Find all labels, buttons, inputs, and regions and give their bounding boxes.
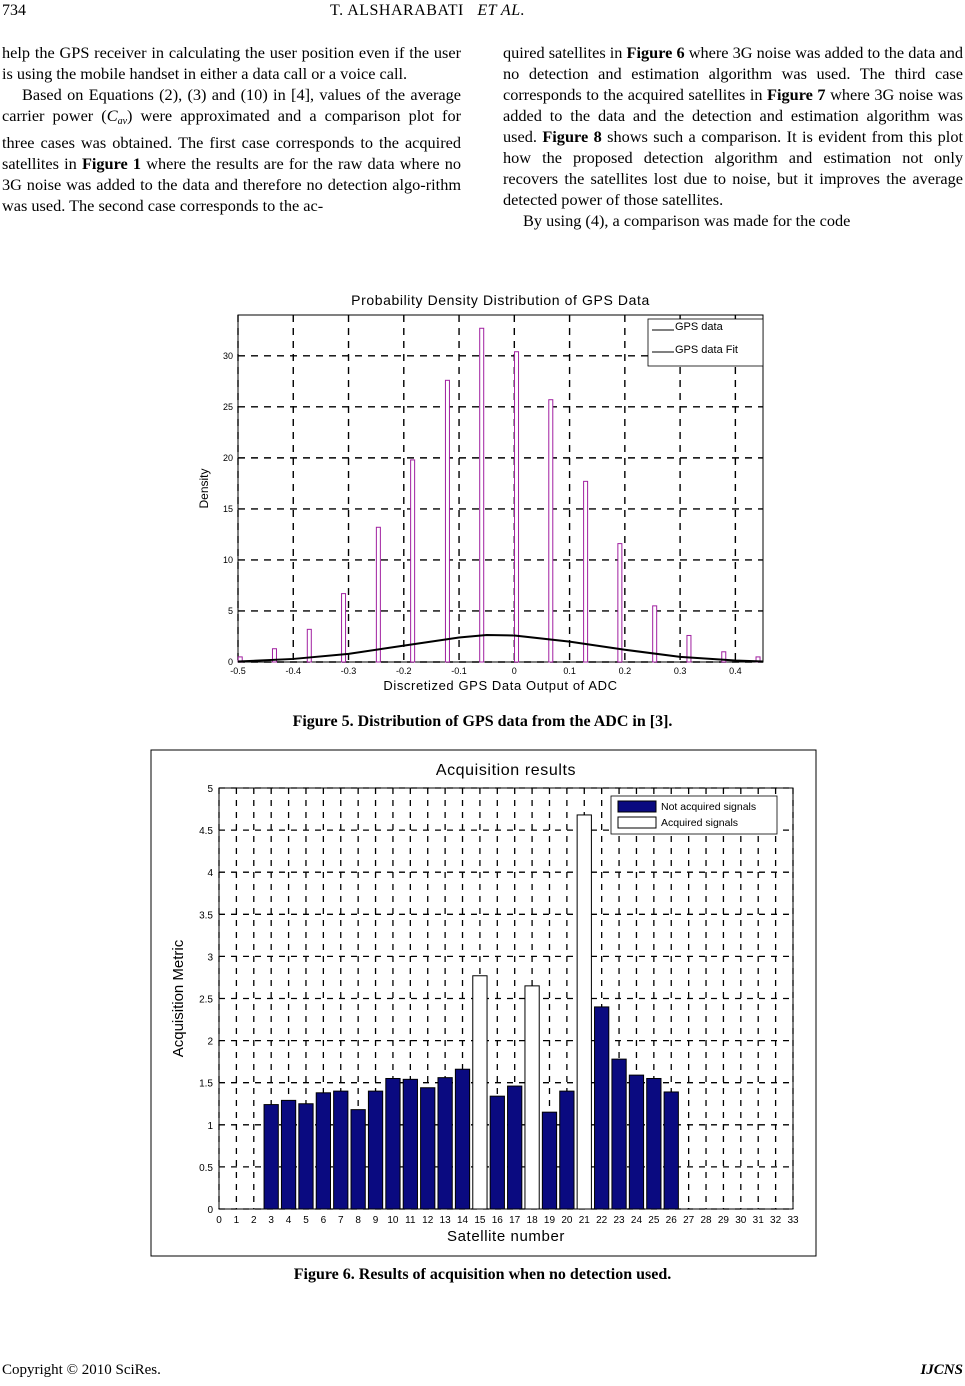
legend-label-fit: GPS data Fit xyxy=(675,344,738,356)
not-acquired-bar xyxy=(629,1075,643,1209)
x-tick-label: 28 xyxy=(700,1215,712,1226)
x-tick-label: 12 xyxy=(422,1215,434,1226)
x-tick-label: 32 xyxy=(770,1215,782,1226)
x-tick-label: 30 xyxy=(735,1215,747,1226)
not-acquired-bar xyxy=(438,1078,452,1209)
not-acquired-bar xyxy=(316,1093,330,1209)
y-tick-label: 0 xyxy=(227,657,233,667)
right-paragraph-1: quired satellites in Figure 6 where 3G noise was added to the data and no detection and estimation algorithm was used. The third case corresponds to the acquired satellites in Figure 7 where 3G noise was added to the data and the detection and estimation algorithm was used. Figure 8 shows such a comparison. It is evident from this plot how the proposed detection algorithm and estimation not only recovers the satellites lost due to noise, but it improves the average detected power of those satellites. xyxy=(503,43,963,209)
x-tick-label: -0.2 xyxy=(396,666,412,676)
figure-5-chart xyxy=(0,285,965,695)
x-tick-label: -0.5 xyxy=(230,666,246,676)
x-tick-label: 19 xyxy=(543,1215,556,1226)
y-tick-label: 2 xyxy=(207,1036,213,1048)
x-tick-label: 4 xyxy=(285,1215,292,1226)
y-tick-label: 4.5 xyxy=(199,826,213,838)
x-tick-label: 26 xyxy=(665,1215,677,1226)
not-acquired-bar xyxy=(299,1104,313,1209)
not-acquired-bar xyxy=(264,1105,278,1209)
not-acquired-bar xyxy=(334,1091,348,1209)
x-tick-label: 0 xyxy=(216,1215,222,1226)
not-acquired-bar xyxy=(612,1059,626,1209)
x-tick-label: 31 xyxy=(752,1215,764,1226)
x-tick-label: 23 xyxy=(613,1215,625,1226)
right-paragraph-2: By using (4), a comparison was made for the code xyxy=(523,211,851,230)
x-tick-label: 20 xyxy=(561,1215,573,1226)
x-tick-label: 7 xyxy=(337,1215,344,1226)
x-tick-label: 22 xyxy=(596,1215,608,1226)
y-tick-label: 0.5 xyxy=(199,1162,213,1174)
y-axis-label: Acquisition Metric xyxy=(170,939,187,1058)
x-tick-label: 27 xyxy=(683,1215,695,1226)
x-tick-label: 29 xyxy=(717,1215,729,1226)
figure-5-caption: Figure 5. Distribution of GPS data from the ADC in [3]. xyxy=(292,713,673,730)
right-column xyxy=(503,42,963,231)
footer-journal: IJCNS xyxy=(920,1362,963,1378)
x-tick-label: 3 xyxy=(268,1215,274,1226)
y-tick-label: 10 xyxy=(222,554,233,565)
x-tick-label: 0 xyxy=(511,666,517,676)
figure-6-ref: Figure 6 xyxy=(626,43,685,62)
x-tick-label: 18 xyxy=(526,1215,538,1226)
density-bar xyxy=(376,527,380,662)
not-acquired-bar xyxy=(386,1078,400,1209)
y-tick-label: 4 xyxy=(207,868,213,880)
y-tick-label: 3.5 xyxy=(199,910,213,922)
x-tick-label: 24 xyxy=(630,1215,643,1226)
not-acquired-bar xyxy=(455,1069,469,1209)
x-tick-label: 0.2 xyxy=(618,666,632,676)
acquired-bar xyxy=(473,976,487,1209)
y-tick-label: 20 xyxy=(222,452,233,463)
x-tick-label: 0.1 xyxy=(563,666,576,676)
x-tick-label: 25 xyxy=(648,1215,660,1226)
density-bar xyxy=(480,328,484,662)
x-tick-label: 5 xyxy=(303,1215,309,1226)
x-tick-label: 2 xyxy=(251,1215,257,1226)
chart-title: Probability Density Distribution of GPS Data xyxy=(351,292,650,308)
not-acquired-bar xyxy=(508,1086,522,1209)
not-acquired-bar xyxy=(368,1091,382,1209)
x-tick-label: -0.3 xyxy=(340,666,357,676)
not-acquired-bar xyxy=(664,1092,678,1209)
y-tick-label: 1.5 xyxy=(199,1078,213,1090)
x-tick-label: 1 xyxy=(233,1215,240,1226)
footer-copyright: Copyright © 2010 SciRes. xyxy=(2,1362,161,1378)
x-tick-label: 16 xyxy=(491,1215,503,1226)
legend-swatch-not-acquired xyxy=(618,801,656,812)
not-acquired-bar xyxy=(351,1110,365,1209)
figure-1-ref: Figure 1 xyxy=(81,154,142,173)
density-bar xyxy=(342,594,346,662)
header-authors: T. ALSHARABATI xyxy=(330,2,464,19)
density-bar xyxy=(515,352,519,662)
y-tick-label: 15 xyxy=(222,503,233,514)
plot-frame xyxy=(238,315,763,662)
x-tick-label: -0.4 xyxy=(285,666,302,676)
legend-label-data: GPS data xyxy=(675,321,723,333)
running-header xyxy=(330,2,525,20)
chart-title: Acquisition results xyxy=(435,762,577,779)
not-acquired-bar xyxy=(281,1100,295,1209)
legend-label-not-acquired: Not acquired signals xyxy=(661,801,757,813)
y-tick-label: 1 xyxy=(207,1120,213,1132)
y-tick-label: 2.5 xyxy=(199,994,213,1006)
left-paragraph-1: help the GPS receiver in calculating the user position even if the user is using the mobile handset in either a data call or a voice call. xyxy=(2,43,461,83)
figure-8-ref: Figure 8 xyxy=(542,127,602,146)
density-bar xyxy=(618,544,622,662)
x-tick-label: 0.3 xyxy=(673,666,687,676)
not-acquired-bar xyxy=(647,1078,661,1209)
x-tick-label: 8 xyxy=(355,1215,361,1226)
figure-6-chart xyxy=(0,748,965,1263)
y-tick-label: 5 xyxy=(207,784,213,795)
legend-label-acquired: Acquired signals xyxy=(661,817,739,829)
left-paragraph-2: Based on Equations (2), (3) and (10) in [4], values of the average carrier power $(C_{av})$ were approximated and a comparison plot for three cases was obtained. The first case corresponds to the acquired satellites in Figure 1 where the results are for the raw data where no 3G noise was added to the data and therefore no detection algo-rithm was used. The second case corresponds to the ac- xyxy=(2,85,462,215)
density-bar xyxy=(445,380,449,662)
y-tick-label: 30 xyxy=(222,350,233,361)
density-bar xyxy=(584,481,588,662)
y-tick-label: 0 xyxy=(207,1205,213,1216)
not-acquired-bar xyxy=(560,1091,574,1209)
page-number: 734 xyxy=(2,2,26,19)
x-tick-label: 0.4 xyxy=(729,666,742,676)
not-acquired-bar xyxy=(490,1096,504,1209)
not-acquired-bar xyxy=(403,1079,417,1209)
x-tick-label: 14 xyxy=(456,1215,469,1226)
acquired-bar xyxy=(525,986,539,1209)
y-tick-label: 25 xyxy=(222,401,233,412)
x-axis-label: Discretized GPS Data Output of ADC xyxy=(383,678,618,693)
x-tick-label: 17 xyxy=(509,1215,521,1226)
x-axis-label: Satellite number xyxy=(447,1228,565,1245)
x-tick-label: 33 xyxy=(787,1215,799,1226)
x-tick-label: 9 xyxy=(372,1215,379,1226)
header-et-al: ET AL. xyxy=(477,2,526,19)
x-tick-label: 13 xyxy=(439,1215,451,1226)
left-column xyxy=(2,42,461,216)
not-acquired-bar xyxy=(595,1007,609,1209)
y-axis-label: Density xyxy=(197,468,211,509)
density-bar xyxy=(411,460,415,662)
y-tick-label: 3 xyxy=(207,952,213,964)
x-tick-label: 6 xyxy=(320,1215,327,1226)
not-acquired-bar xyxy=(542,1112,556,1209)
figure-6-caption: Figure 6. Results of acquisition when no detection used. xyxy=(293,1266,672,1283)
x-tick-label: 11 xyxy=(405,1215,416,1226)
y-tick-label: 5 xyxy=(227,605,233,616)
not-acquired-bar xyxy=(421,1088,435,1209)
legend-swatch-acquired xyxy=(618,817,656,828)
figure-7-ref: Figure 7 xyxy=(767,85,826,104)
acquired-bar xyxy=(577,815,591,1209)
x-tick-label: -0.1 xyxy=(451,666,467,676)
x-tick-label: 15 xyxy=(474,1215,486,1226)
x-tick-label: 21 xyxy=(578,1215,590,1226)
fit-line xyxy=(238,635,763,662)
density-bar xyxy=(549,400,553,662)
x-tick-label: 10 xyxy=(387,1215,399,1226)
